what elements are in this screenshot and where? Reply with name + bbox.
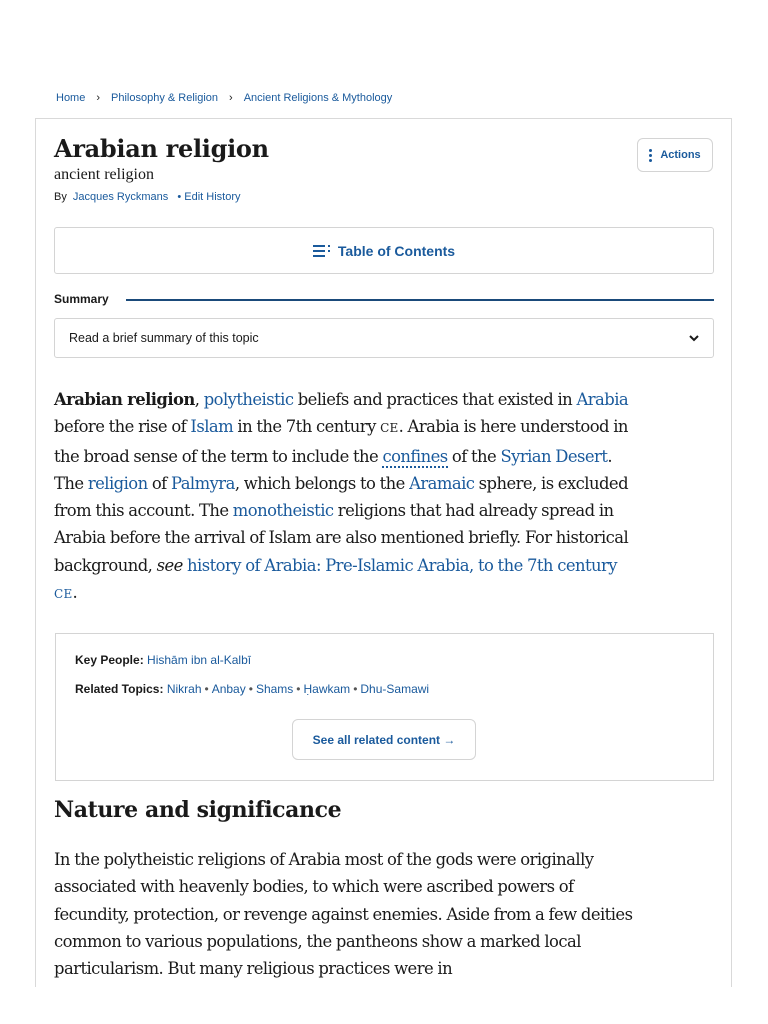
breadcrumb: [56, 92, 392, 104]
link-palmyra[interactable]: Palmyra: [170, 473, 235, 493]
related-topic-link[interactable]: Shams: [255, 682, 294, 696]
link-aramaic[interactable]: Aramaic: [409, 473, 475, 493]
key-person-link[interactable]: Hishām ibn al-Kalbī: [147, 653, 252, 667]
toc-label: Table of Contents: [337, 242, 456, 259]
page-subtitle: ancient religion: [54, 166, 154, 183]
era-label: CE: [380, 421, 399, 436]
related-topics-label: Related Topics:: [75, 682, 164, 696]
summary-label: Summary: [54, 292, 109, 306]
key-people-label: Key People:: [75, 653, 144, 667]
link-history-of-arabia[interactable]: history of Arabia: Pre-Islamic Arabia, to the 7th century: [187, 555, 618, 575]
text: beliefs and practices that existed in: [293, 390, 577, 409]
section-heading: Nature and significance: [54, 797, 342, 823]
related-topic-link[interactable]: Anbay: [211, 682, 246, 696]
section-paragraph: In the polytheistic religions of Arabia most of the gods were originally associated with heavenly bodies, to which were ascribed powers of fecundity, protection, or revenge against enemies. Aside from a few deities common to various populations, the pantheons show a marked local particularism. But many religious practices were in: [54, 850, 633, 979]
text: . Arabia is here understood in the broad sense of the term to include the: [54, 417, 628, 466]
summary-dropdown-text: Read a brief summary of this topic: [69, 331, 259, 345]
text: before the rise of: [54, 417, 191, 437]
see-all-related-button[interactable]: See all related content →: [292, 719, 476, 760]
bullet: •: [353, 682, 358, 696]
page-title: Arabian religion: [54, 134, 269, 163]
key-people-row: [75, 653, 251, 667]
text: of: [147, 473, 171, 493]
table-of-contents-button[interactable]: [54, 227, 714, 274]
text: religions that had already spread in Arabia before the arrival of Islam are also mentioned briefly. For historical background,: [54, 501, 629, 575]
link-arabia[interactable]: Arabia: [576, 390, 629, 409]
summary-dropdown[interactable]: [54, 318, 714, 358]
text: sphere, is excluded from this account. The: [54, 473, 629, 521]
breadcrumb-separator: ›: [229, 92, 233, 104]
text: . The: [54, 446, 613, 493]
bullet: •: [204, 682, 209, 696]
page-bottom: [0, 987, 768, 1024]
text: in the 7th century: [233, 417, 381, 437]
related-topic-link[interactable]: Dhu-Samawi: [360, 682, 430, 696]
bullet: •: [248, 682, 253, 696]
bullet: •: [296, 682, 301, 696]
list-icon: [313, 245, 331, 257]
text: of the: [447, 446, 501, 466]
by-label: By: [54, 191, 67, 203]
chevron-down-icon: [689, 335, 699, 342]
link-polytheistic[interactable]: polytheistic: [203, 390, 294, 409]
link-syrian-desert[interactable]: Syrian Desert: [500, 446, 608, 466]
text: .: [72, 583, 78, 603]
breadcrumb-separator: ›: [96, 92, 101, 104]
breadcrumb-ancient-religions[interactable]: Ancient Religions & Mythology: [243, 92, 393, 104]
text: , which belongs to the: [234, 473, 410, 493]
related-topics-row: [75, 682, 429, 696]
breadcrumb-philosophy-religion[interactable]: Philosophy & Religion: [111, 92, 219, 104]
vertical-dots-icon: [649, 149, 652, 162]
author-link[interactable]: Jacques Ryckmans: [72, 191, 169, 203]
actions-label: Actions: [660, 149, 701, 161]
byline: [54, 191, 241, 203]
related-topic-link[interactable]: Nikrah: [166, 682, 202, 696]
breadcrumb-home[interactable]: Home: [56, 92, 86, 104]
see-text: see: [156, 555, 183, 575]
era-label[interactable]: CE: [54, 587, 73, 602]
intro-paragraph: [54, 386, 634, 608]
text: ,: [194, 390, 204, 409]
link-islam[interactable]: Islam: [190, 417, 234, 437]
edit-history-link[interactable]: • Edit History: [177, 191, 241, 203]
intro-term: Arabian religion: [54, 390, 195, 409]
link-monotheistic[interactable]: monotheistic: [232, 501, 334, 521]
related-topic-link[interactable]: Ḥawkam: [303, 682, 351, 696]
actions-button[interactable]: [637, 138, 713, 172]
link-confines[interactable]: confines: [382, 446, 448, 466]
link-religion[interactable]: religion: [87, 473, 148, 493]
summary-divider: [126, 299, 714, 301]
